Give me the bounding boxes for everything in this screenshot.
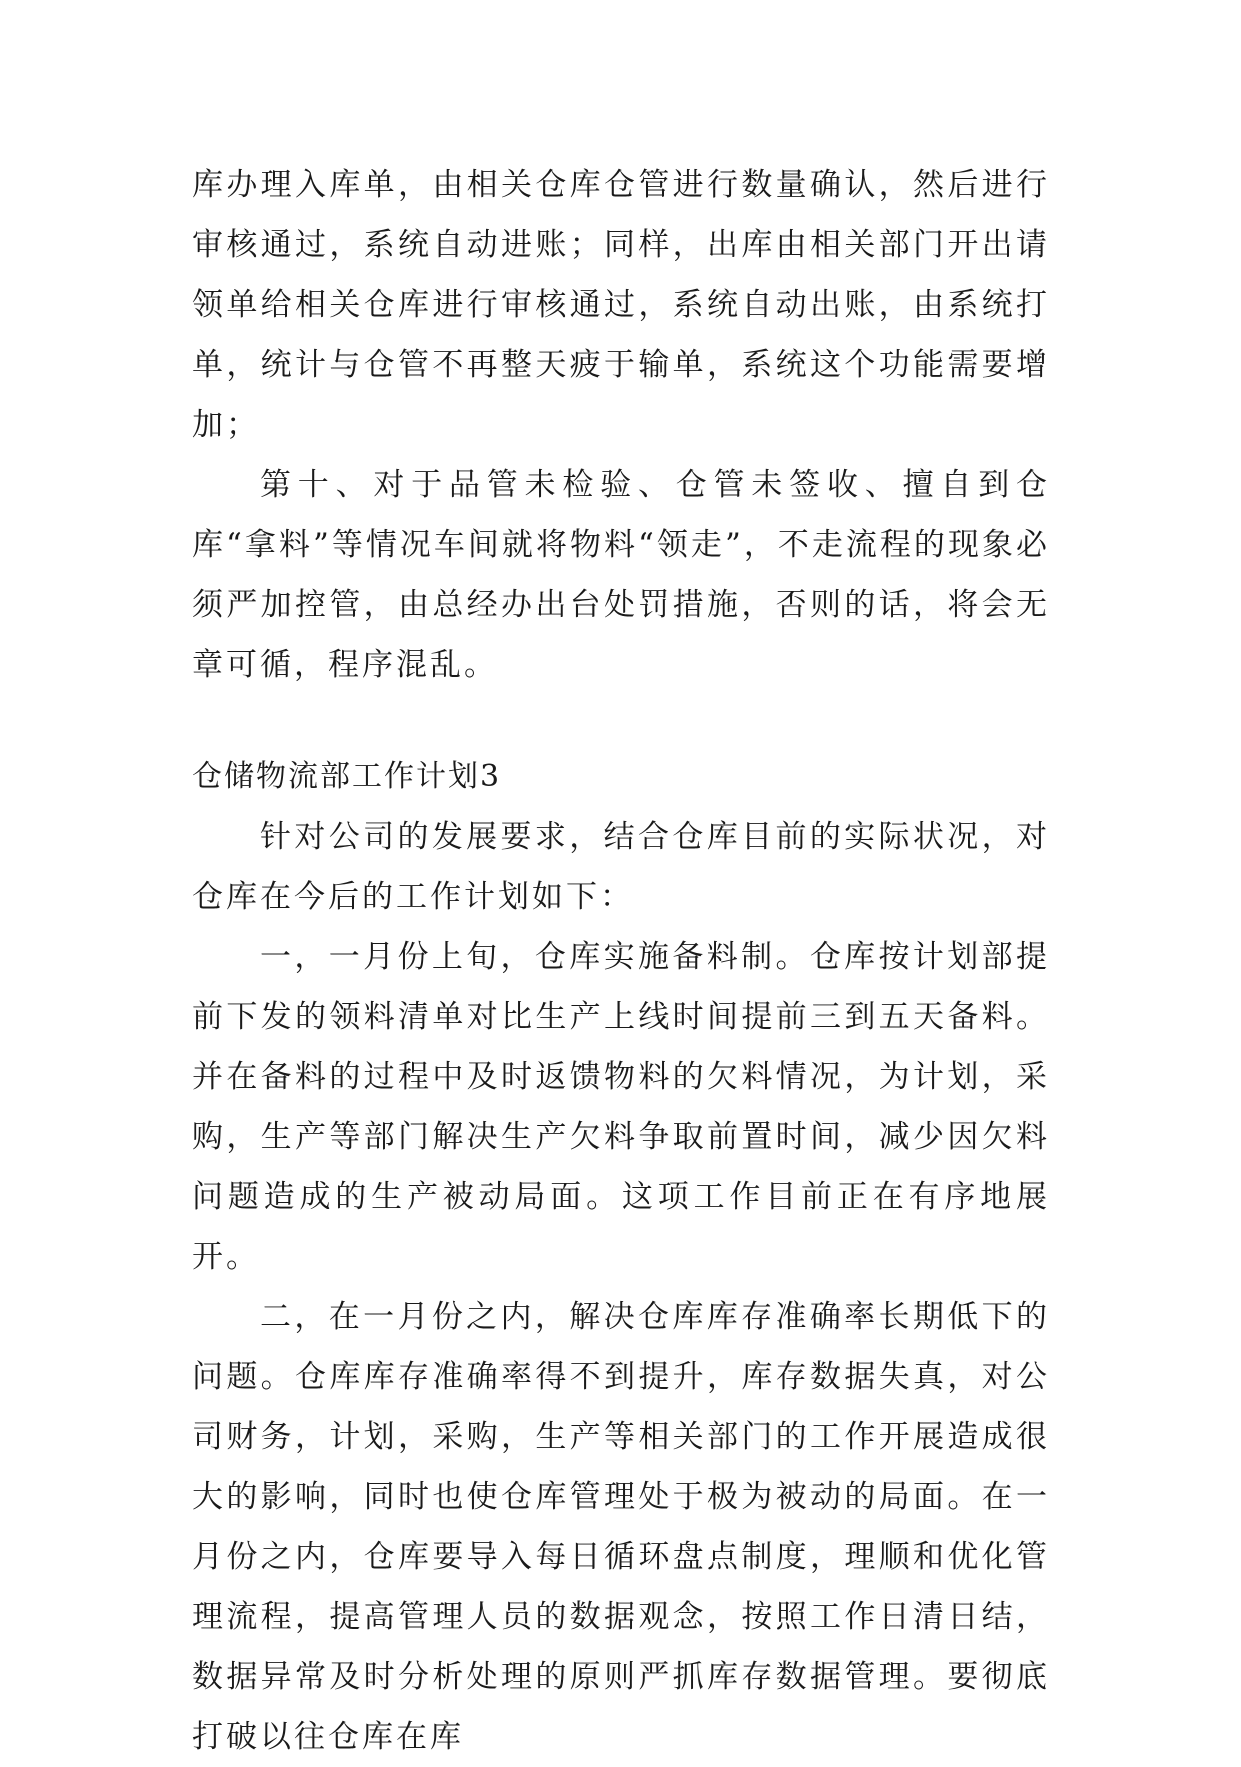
document-body	[192, 155, 1050, 1767]
paragraph-item-one: 一，一月份上旬，仓库实施备料制。仓库按计划部提前下发的领料清单对比生产上线时间提前三到五天备料。并在备料的过程中及时返馈物料的欠料情况，为计划，采购，生产等部门解决生产欠料争取前置时间，减少因欠料问题造成的生产被动局面。这项工作目前正在有序地展开。	[192, 939, 1050, 1275]
paragraph-tenth-item: 第十、对于品管未检验、仓管未签收、擅自到仓库“拿料”等情况车间就将物料“领走”，不走流程的现象必须严加控管，由总经办出台处罚措施，否则的话，将会无章可循，程序混乱。	[192, 467, 1050, 683]
section-title: 仓储物流部工作计划3	[192, 759, 502, 794]
paragraph-intro: 针对公司的发展要求，结合仓库目前的实际状况，对仓库在今后的工作计划如下：	[192, 819, 1050, 915]
paragraph-continued: 库办理入库单，由相关仓库仓管进行数量确认，然后进行审核通过，系统自动进账；同样，出库由相关部门开出请领单给相关仓库进行审核通过，系统自动出账，由系统打单，统计与仓管不再整天疲于输单，系统这个功能需要增加；	[192, 167, 1050, 443]
paragraph-item-two: 二，在一月份之内，解决仓库库存准确率长期低下的问题。仓库库存准确率得不到提升，库存数据失真，对公司财务，计划，采购，生产等相关部门的工作开展造成很大的影响，同时也使仓库管理处于极为被动的局面。在一月份之内，仓库要导入每日循环盘点制度，理顺和优化管理流程，提高管理人员的数据观念，按照工作日清日结，数据异常及时分析处理的原则严抓库存数据管理。要彻底打破以往仓库在库	[192, 1299, 1050, 1755]
